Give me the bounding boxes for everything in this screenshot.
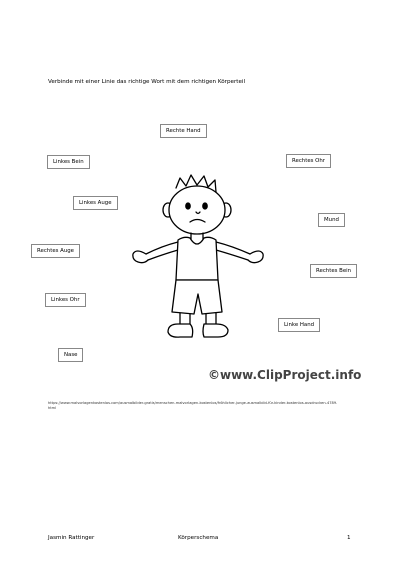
shirt-icon [176, 237, 218, 280]
left-shoe-icon [168, 324, 193, 337]
watermark-clipproject: ©www.ClipProject.info [208, 368, 362, 382]
label-rechtes-ohr: Rechtes Ohr [286, 154, 331, 168]
right-eye-icon [203, 203, 207, 209]
left-leg-icon [180, 313, 190, 324]
label-linkes-auge: Linkes Auge [73, 196, 118, 210]
right-arm-icon [216, 242, 250, 254]
label-linkes-bein: Linkes Bein [47, 155, 90, 169]
source-url-link[interactable]: https://www.malvorlagenkostenlos.com/ausmalbilder-gratis/menschen-malvorlagen-kostenlos/fröhlicher-junge-ausmalbild-für-kinder-kostenlos-ausdrucken-4789.html [48, 401, 338, 410]
left-hand-icon [133, 251, 148, 263]
label-mund: Mund [318, 213, 345, 227]
footer-author: Jasmin Rattinger [48, 535, 95, 541]
right-shoe-icon [203, 324, 228, 337]
left-eye-icon [186, 203, 190, 209]
label-rechtes-bein: Rechtes Bein [310, 264, 357, 278]
label-nase: Nase [58, 348, 83, 362]
head-icon [169, 186, 225, 234]
label-rechtes-auge: Rechtes Auge [31, 244, 80, 258]
right-hand-icon [248, 251, 263, 263]
footer-title: Körperschema [178, 535, 219, 541]
shorts-icon [172, 280, 222, 314]
instruction-text: Verbinde mit einer Linie das richtige Wort mit dem richtigen Körperteil [48, 79, 246, 85]
label-linkes-ohr: Linkes Ohr [45, 293, 86, 307]
left-arm-icon [146, 242, 178, 254]
label-linke-hand: Linke Hand [278, 318, 320, 332]
boy-figure-drawing [128, 172, 268, 344]
label-rechte-hand: Rechte Hand [160, 124, 207, 138]
right-leg-icon [206, 313, 216, 324]
footer-page-number: 1 [347, 535, 351, 541]
